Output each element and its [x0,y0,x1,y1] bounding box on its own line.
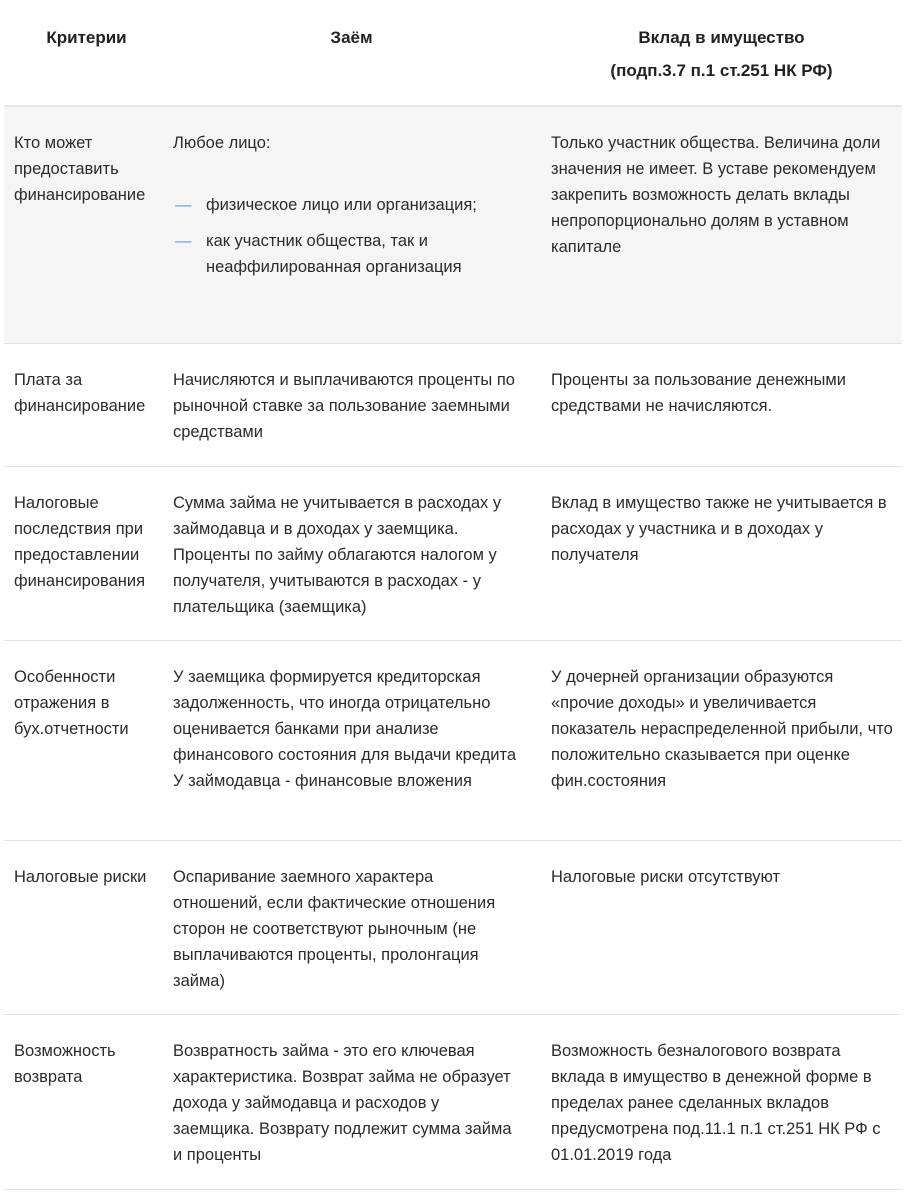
header-contribution-ref: (подп.3.7 п.1 ст.251 НК РФ) [610,61,833,80]
loan-cell: Сумма займа не учитывается в расходах у займодавца и в доходах у заемщика. Проценты по займу облагаются налогом у получателя, учитываются в расходах - у плательщика (заемщика) [173,494,502,616]
loan-text: У заемщика формируется кредиторская задолженность, что иногда отрицательно оценивается банками при анализе финансового состояния для выдачи кредита [173,668,517,764]
bullet-text: физическое лицо или организация; [206,196,477,214]
dash-bullet-icon: — [175,232,192,250]
criterion-cell: Кто может предоставить финансирование [14,134,146,204]
contribution-cell: Возможность безналогового возврата вклада в имущество в денежной форме в пределах ранее сделанных вкладов предусмотрена под.11.1 п.1 ст.251 НК РФ с 01.01.2019 года [551,1042,881,1164]
loan-extra-text: У займодавца - финансовые вложения [173,772,472,790]
table-row [4,841,902,1015]
criterion-cell: Возможность возврата [14,1042,116,1086]
table-row [4,107,902,344]
table-row [4,467,902,641]
header-contribution [524,21,915,87]
list-item [173,192,523,218]
bullet-text: как участник общества, так и неаффилированная организация [206,232,462,276]
loan-cell: Начисляются и выплачиваются проценты по рыночной ставке за пользование заемными средствами [173,371,515,441]
contribution-cell: Только участник общества. Величина доли значения не имеет. В уставе рекомендуем закрепить возможность делать вклады непропорционально долям в уставном капитале [551,134,881,256]
contribution-cell: Налоговые риски отсутствуют [551,868,781,886]
loan-cell [173,664,523,794]
loan-intro: Любое лицо: [173,134,271,152]
table-row [4,641,902,841]
loan-cell [173,130,523,280]
loan-cell: Оспаривание заемного характера отношений, если фактические отношения сторон не соответствуют рыночным (не выплачиваются проценты, пролонгация займа) [173,868,496,990]
criterion-cell: Налоговые последствия при предоставлении финансирования [14,494,146,590]
table-row [4,344,902,467]
contribution-cell: У дочерней организации образуются «прочие доходы» и увеличивается показатель нераспределенной прибыли, что положительно сказывается при оценке фин.состояния [551,668,893,790]
header-contribution-title: Вклад в имущество [638,28,805,47]
list-item [173,228,523,280]
header-criteria: Критерии [46,28,127,47]
table-header-row [4,0,902,107]
criterion-cell: Налоговые риски [14,868,147,886]
loan-cell: Возвратность займа - это его ключевая характеристика. Возврат займа не образует дохода у займодавца и расходов у заемщика. Возврату подлежит сумма займа и проценты [173,1042,512,1164]
criterion-cell: Плата за финансирование [14,371,146,415]
contribution-cell: Вклад в имущество также не учитывается в расходах у участника и в доходах у получателя [551,494,887,564]
table-row [4,1015,902,1190]
header-loan: Заём [330,28,373,47]
contribution-cell: Проценты за пользование денежными средствами не начисляются. [551,371,846,415]
loan-bullet-list [173,192,523,280]
dash-bullet-icon: — [175,196,192,214]
criterion-cell: Особенности отражения в бух.отчетности [14,668,129,738]
